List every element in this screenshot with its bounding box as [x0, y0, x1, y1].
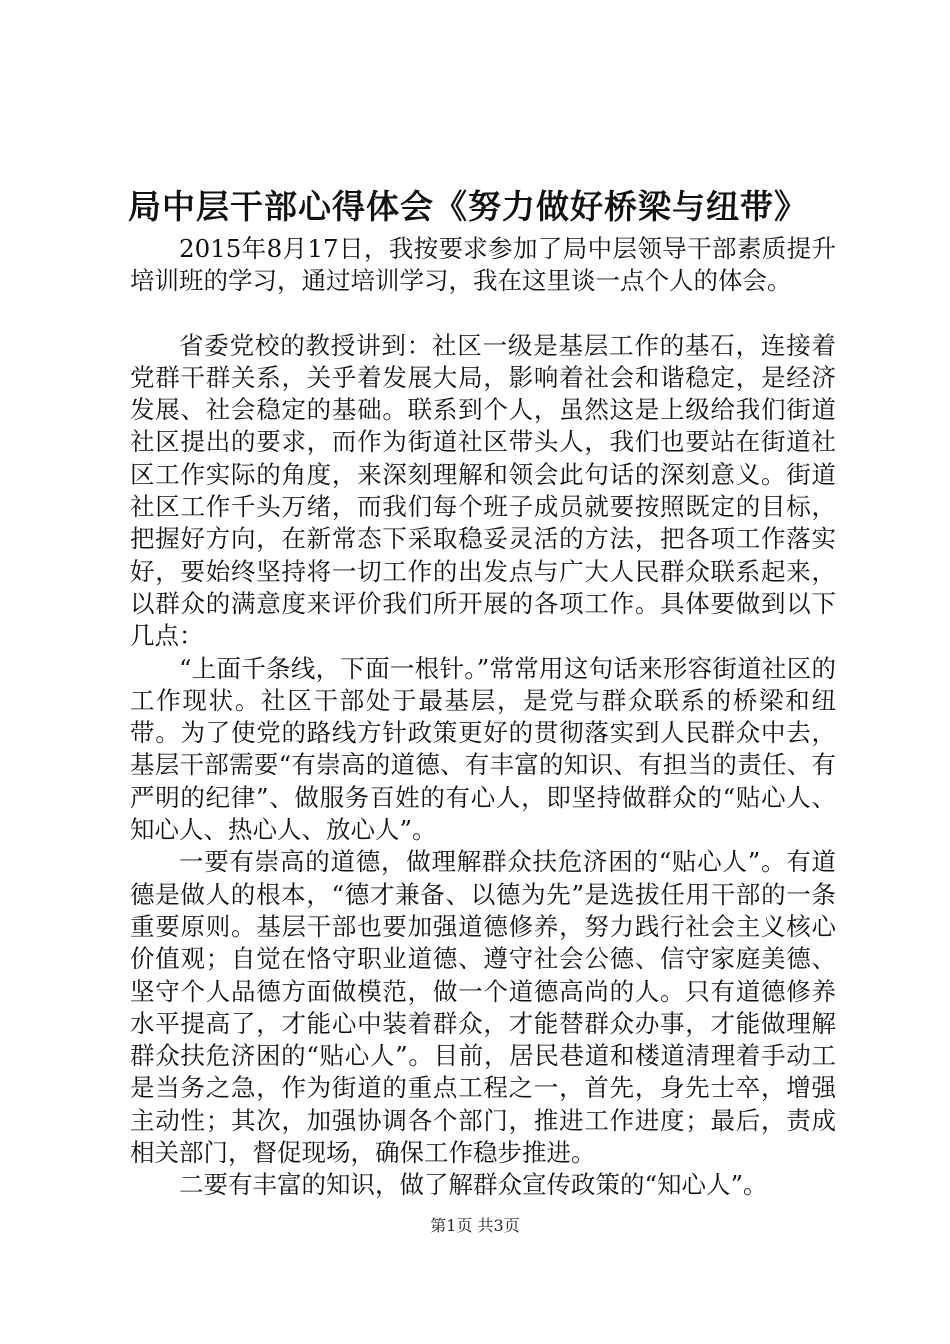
paragraph-bridge: “上面千条线，下面一根针。”常常用这句话来形容街道社区的工作现状。社区干部处于最基层，是党与群众联系的桥梁和纽带。为了使党的路线方针政策更好的贯彻落实到人民群众中去，基层干部需要“有崇高的道德、有丰富的知识、有担当的责任、有严明的纪律”、做服务百姓的有心人，即坚持做群众的“贴心人、知心人、热心人、放心人”。: [130, 653, 836, 845]
paragraph-point-two: 二要有丰富的知识，做了解群众宣传政策的“知心人”。: [179, 1170, 768, 1200]
document-title: 局中层干部心得体会《努力做好桥梁与纽带》: [128, 187, 808, 226]
paragraph-point-one: 一要有崇高的道德，做理解群众扶危济困的“贴心人”。有道德是做人的根本，“德才兼备、以德为先”是选拔任用干部的一条重要原则。基层干部也要加强道德修养，努力践行社会主义核心价值观；自觉在恪守职业道德、遵守社会公德、信守家庭美德、坚守个人品德方面做模范，做一个道德高尚的人。只有道德修养水平提高了，才能心中装着群众，才能替群众办事，才能做理解群众扶危济困的“贴心人”。目前，居民巷道和楼道清理着手动工是当务之急，作为街道的重点工程之一，首先，身先士卒，增强主动性；其次，加强协调各个部门，推进工作进度；最后，责成相关部门，督促现场，确保工作稳步推进。: [130, 847, 836, 1168]
paragraph-spacer: [130, 298, 836, 330]
paragraph-intro: 2015年8月17日，我按要求参加了局中层领导干部素质提升培训班的学习，通过培训学习，我在这里谈一点个人的体会。: [130, 234, 836, 296]
page-number-footer: 第1页 共3页: [430, 1216, 520, 1235]
document-body: [130, 233, 836, 1202]
paragraph-party-school: 省委党校的教授讲到：社区一级是基层工作的基石，连接着党群干群关系，关乎着发展大局，影响着社会和谐稳定，是经济发展、社会稳定的基础。联系到个人，虽然这是上级给我们街道社区提出的要求，而作为街道社区带头人，我们也要站在街道社区工作实际的角度，来深刻理解和领会此句话的深刻意义。街道社区工作千头万绪，而我们每个班子成员就要按照既定的目标，把握好方向，在新常态下采取稳妥灵活的方法，把各项工作落实好，要始终坚持将一切工作的出发点与广大人民群众联系起来，以群众的满意度来评价我们所开展的各项工作。具体要做到以下几点：: [130, 330, 836, 651]
